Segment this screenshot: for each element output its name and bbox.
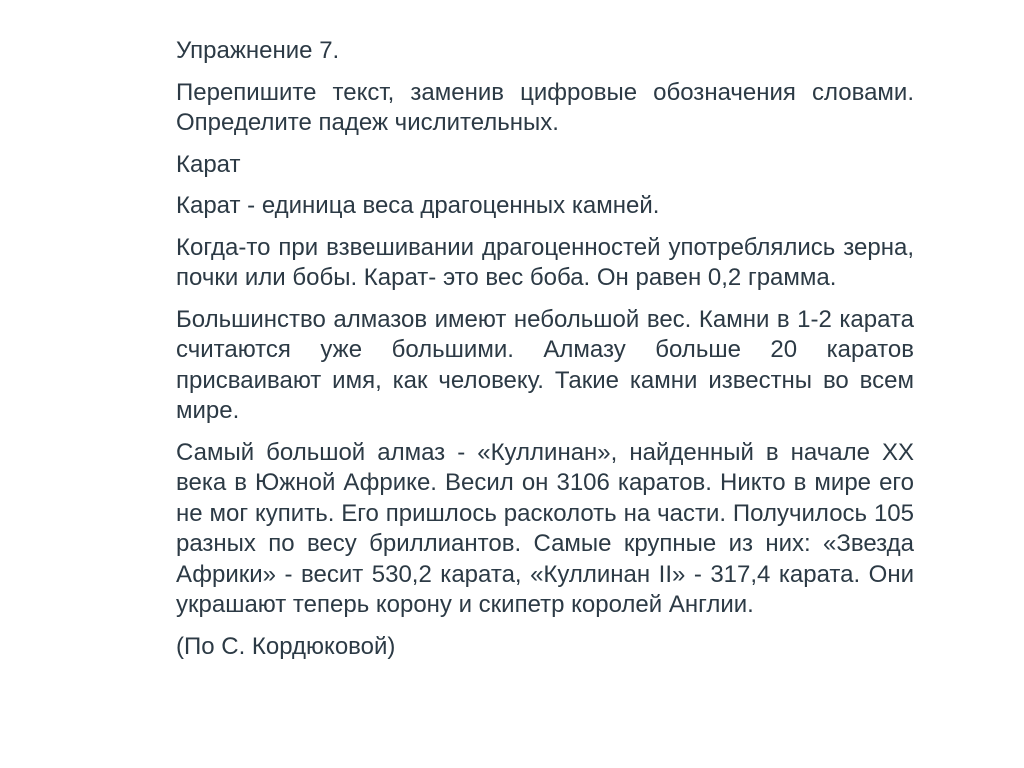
paragraph-diamonds: Большинство алмазов имеют небольшой вес. Камни в 1-2 карата считаются уже большими. Алмазу больше 20 каратов присваивают имя, как человеку. Такие камни известны во всем мире.: [176, 305, 914, 424]
source-attribution: (По С. Кордюковой): [176, 632, 396, 660]
exercise-task: Перепишите текст, заменив цифровые обозначения словами. Определите падеж числительных.: [176, 78, 914, 136]
exercise-body: [176, 36, 914, 673]
text-title: Карат: [176, 150, 241, 178]
paragraph-history: Когда-то при взвешивании драгоценностей употреблялись зерна, почки или бобы. Карат- это вес боба. Он равен 0,2 грамма.: [176, 233, 914, 291]
exercise-title: Упражнение 7.: [176, 37, 340, 64]
paragraph-definition: Карат - единица веса драгоценных камней.: [176, 192, 660, 219]
paragraph-cullinan: Самый большой алмаз - «Куллинан», найденный в начале XX века в Южной Африке. Весил он 3106 каратов. Никто в мире его не мог купить. Его пришлось расколоть на части. Получилось 105 разных по весу бриллиантов. Самые крупные из них: «Звезда Африки» - весит 530,2 карата, «Куллинан II» - 317,4 карата. Они украшают теперь корону и скипетр королей Англии.: [176, 438, 914, 618]
